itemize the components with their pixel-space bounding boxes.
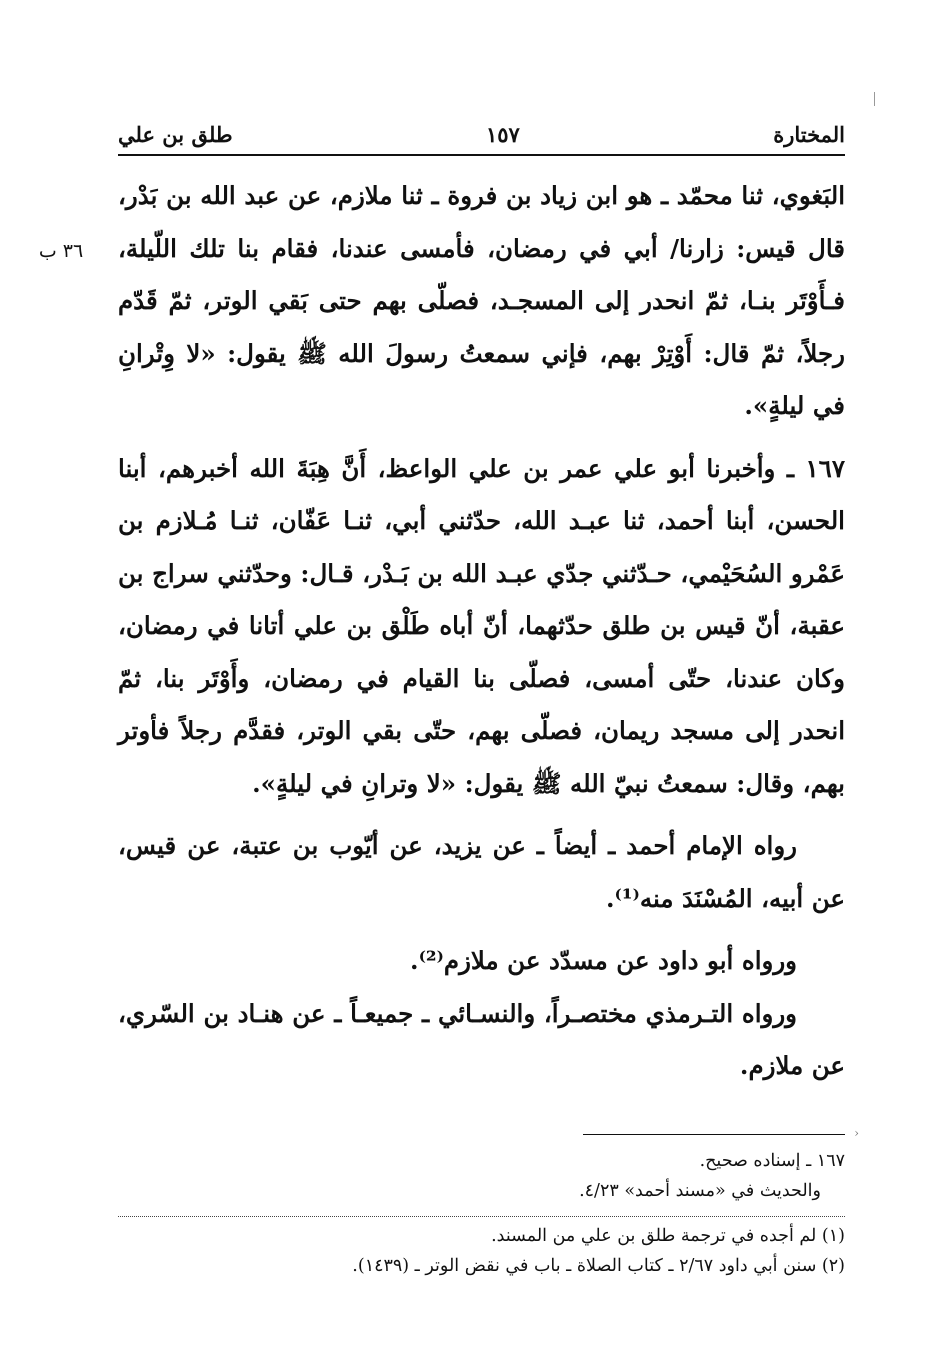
main-text <box>118 170 845 1093</box>
paragraph-ahmad: رواه الإمام أحمد ـ أيضاً ـ عن يزيد، عن أيّوب بن عتبة، عن قيس، عن أبيه، المُسْنَدَ منه⁽¹⁾. <box>118 831 845 913</box>
paragraph-abu-dawud: ورواه أبو داود عن مسدّد عن ملازم⁽²⁾. <box>410 946 797 975</box>
scan-mark <box>874 92 875 106</box>
scan-edge-mark: › <box>854 1126 859 1140</box>
running-header <box>118 116 845 152</box>
takhrij-line-2: والحديث في «مسند أحمد» ٤/٢٣. <box>579 1181 821 1201</box>
header-rule <box>118 154 845 156</box>
footnotes <box>118 1146 845 1281</box>
footnote-rule <box>583 1134 845 1135</box>
paragraph-tirmidhi: ورواه التـرمذي مختصـراً، والنسـائي ـ جميعـاً ـ عن هنـاد بن السّري، عن ملازم. <box>118 998 845 1080</box>
footnote-1: (١) لم أجده في ترجمة طلق بن علي من المسند. <box>491 1226 845 1246</box>
folio-margin-note: ٣٦ ب <box>38 240 84 262</box>
paragraph-continuation: البَغوي، ثنا محمّد ـ هو ابن زياد بن فروة ـ ثنا ملازم، عن عبد الله بن بَدْر، قال قيس: زارنا/ أبي في رمضان، فأمسى عندنا، فقام بنا تلك اللّيلة، فـأَوْتَر بنـا، ثمّ انحدر إلى المسجـد، فصلّى بهم حتى بَقي الوتر، ثمّ قَدّم رجلاً، ثمّ قال: أَوْتِرْ بهم، فإني سمعتُ رسولَ الله ﷺ يقول: «لا وِتْرانِ في ليلةٍ». <box>118 181 845 420</box>
header-chapter-title: طلق بن علي <box>118 121 233 147</box>
footnote-divider <box>118 1216 845 1217</box>
footnote-2: (٢) سنن أبي داود ٢/٦٧ ـ كتاب الصلاة ـ باب في نقض الوتر ـ (١٤٣٩). <box>352 1256 845 1276</box>
hadith-167: ١٦٧ ـ وأخبرنا أبو علي عمر بن علي الواعظ، أَنَّ هِبَةَ الله أخبرهم، أبنا الحسن، أبنا أحمد، ثنا عبـد الله، حدّثني أبي، ثنـا عَفّان، ثنـا مُـلازم بن عَمْرو السُحَيْمي، حـدّثني جدّي عبـد الله بن بَـدْر، قـال: وحدّثني سراج بن عقبة، أنّ قيس بن طلق حدّثهما، أنّ أباه طَلْق بن علي أتانا في رمضان، وكان عندنا، حتّى أمسى، فصلّى بنا القيام في رمضان، وأَوْتَر بنا، ثمّ انحدر إلى مسجد ريمان، فصلّى بهم، حتّى بقي الوتر، فقدَّم رجلاً فأوتر بهم، وقال: سمعتُ نبيّ الله ﷺ يقول: «لا وترانِ في ليلةٍ». <box>118 453 845 798</box>
header-book-title: المختارة <box>773 121 845 147</box>
page-number: ١٥٧ <box>485 121 520 147</box>
takhrij-line-1: ١٦٧ ـ إسناده صحيح. <box>699 1151 845 1171</box>
